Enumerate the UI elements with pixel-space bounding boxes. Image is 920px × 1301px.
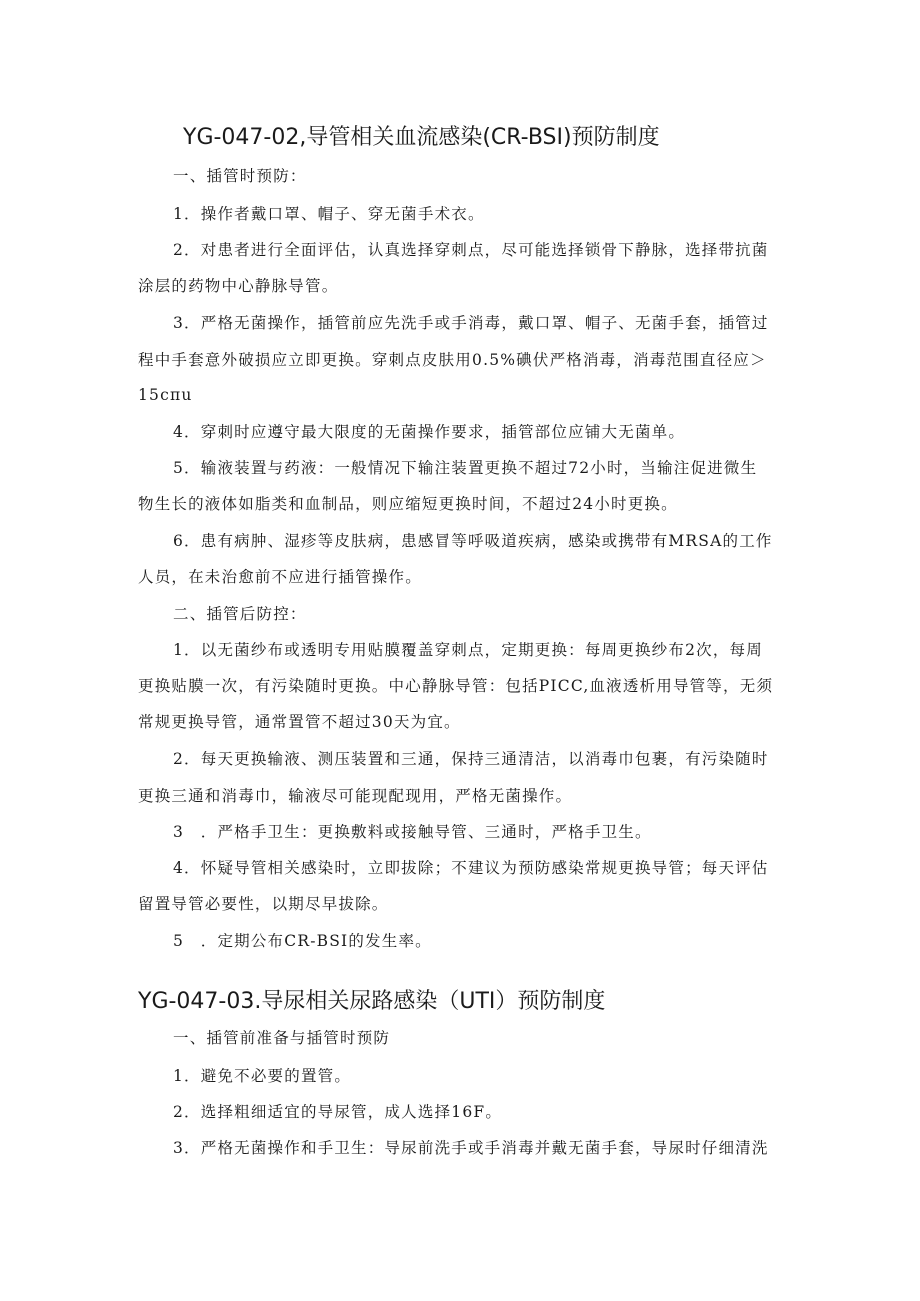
s1-line-8: 5．输液装置与药液：一般情况下输注装置更换不超过72小时，当输注促进微生 [173,459,758,477]
s1-line-1: 1．操作者戴口罩、帽子、穿无菌手术衣。 [173,205,485,223]
s1-line-5: 程中手套意外破损应立即更换。穿刺点皮肤用0.5%碘伏严格消毒，消毒范围直径应＞ [138,351,767,369]
s1-line-9: 物生长的液体如脂类和血制品，则应缩短更换时间，不超过24小时更换。 [138,495,678,513]
s1-line-21: 5 ．定期公布CR-BSI的发生率。 [173,932,432,950]
s1-line-20: 留置导管必要性，以期尽早拔除。 [138,895,389,913]
s1-line-11: 人员，在未治愈前不应进行插管操作。 [138,568,422,586]
s1-line-17: 更换三通和消毒巾，输液尽可能现配现用，严格无菌操作。 [138,787,573,805]
s1-line-4: 3．严格无菌操作，插管前应先洗手或手消毒，戴口罩、帽子、无菌手套，插管过 [173,314,769,332]
s2-line-0: 一、插管前准备与插管时预防 [173,1029,391,1047]
s1-line-6: 15cπu [138,386,193,404]
s1-line-7: 4．穿刺时应遵守最大限度的无菌操作要求，插管部位应铺大无菌单。 [173,423,686,441]
s1-line-16: 2．每天更换输液、测压装置和三通，保持三通清洁，以消毒巾包裹，有污染随时 [173,750,769,768]
s1-line-14: 更换贴膜一次，有污染随时更换。中心静脉导管：包括PICC,血液透析用导管等，无须 [138,677,774,695]
s1-line-3: 涂层的药物中心静脉导管。 [138,277,339,295]
s1-line-13: 1．以无菌纱布或透明专用贴膜覆盖穿刺点，定期更换：每周更换纱布2次，每周 [173,641,763,659]
s1-line-18: 3 ．严格手卫生：更换敷料或接触导管、三通时，严格手卫生。 [173,823,652,841]
section2-title: YG-047-03.导尿相关尿路感染（UTI）预防制度 [138,989,606,1014]
section1-title: YG-047-02,导管相关血流感染(CR-BSI)预防制度 [183,125,660,150]
s2-line-2: 2．选择粗细适宜的导尿管，成人选择16F。 [173,1103,503,1121]
s1-line-0: 一、插管时预防： [173,167,307,185]
s2-line-3: 3．严格无菌操作和手卫生：导尿前洗手或手消毒并戴无菌手套，导尿时仔细清洗 [173,1139,769,1157]
s1-line-2: 2．对患者进行全面评估，认真选择穿刺点，尽可能选择锁骨下静脉，选择带抗菌 [173,241,769,259]
s1-line-12: 二、插管后防控： [173,605,307,623]
s1-line-15: 常规更换导管，通常置管不超过30天为宜。 [138,713,461,731]
s1-line-19: 4．怀疑导管相关感染时，立即拔除；不建议为预防感染常规更换导管；每天评估 [173,859,769,877]
s1-line-10: 6．患有病肿、湿疹等皮肤病，患感冒等呼吸道疾病，感染或携带有MRSA的工作 [173,532,773,550]
s2-line-1: 1．避免不必要的置管。 [173,1067,352,1085]
